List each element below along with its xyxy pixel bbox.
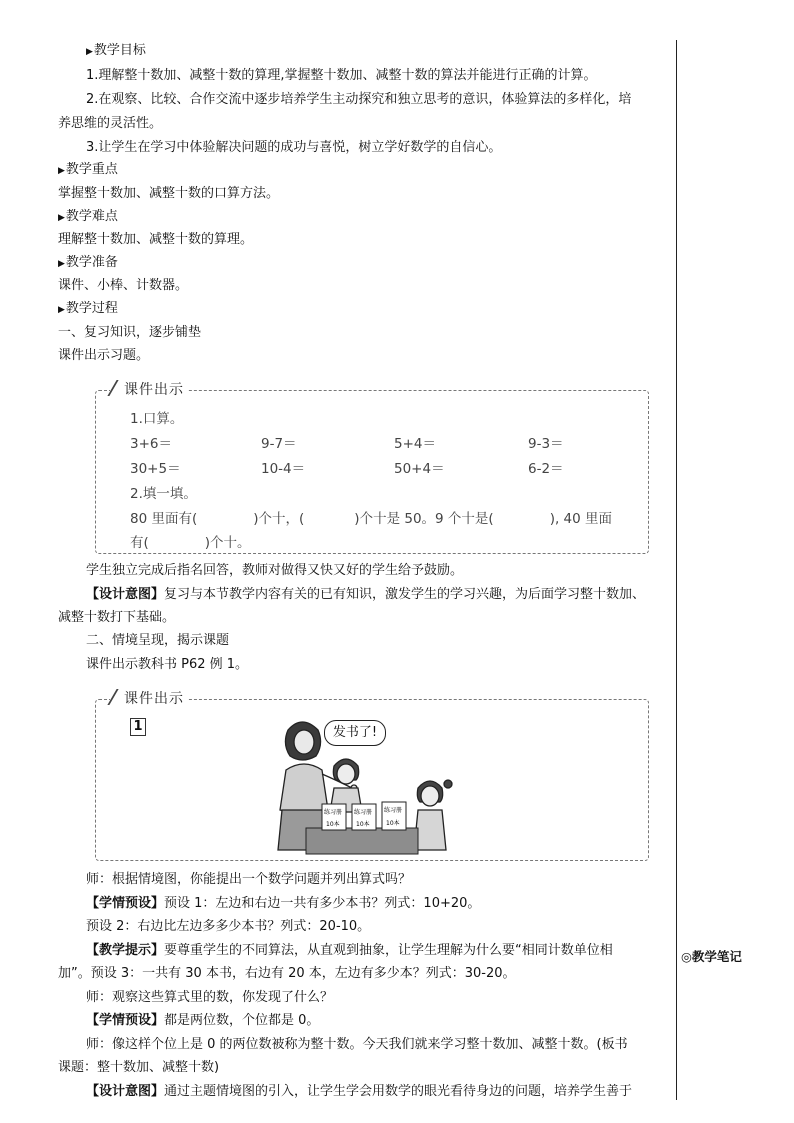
- q1-title: 1.口算。: [130, 411, 184, 427]
- box-tab: 课件出示: [110, 379, 188, 399]
- goal-line: 2.在观察、比较、合作交流中逐步培养学生主动探究和独立思考的意识，体验算法的多样化，培: [86, 92, 632, 107]
- svg-text:10本: 10本: [386, 820, 400, 827]
- courseware-box-1: [95, 382, 649, 554]
- book-stack: [352, 804, 376, 830]
- section-key: ▶教学重点: [58, 162, 118, 177]
- svg-text:10本: 10本: [356, 821, 370, 828]
- design-note-1-cont: 减整十数打下基础。: [58, 610, 176, 625]
- calc-item: 5+4＝: [394, 436, 436, 452]
- calc-item: 9-3＝: [528, 436, 564, 452]
- margin-rule: [676, 40, 677, 1100]
- goal-line: 3.让学生在学习中体验解决问题的成功与喜悦，树立学好数学的自信心。: [86, 140, 502, 155]
- triangle-icon: ▶: [58, 166, 65, 176]
- triangle-icon: ▶: [58, 259, 65, 269]
- svg-text:练习册: 练习册: [324, 809, 343, 816]
- goal-line: 养思维的灵活性。: [58, 116, 163, 131]
- calc-item: 3+6＝: [130, 436, 172, 452]
- section-goals: ▶教学目标: [86, 43, 146, 58]
- svg-text:10本: 10本: [326, 821, 340, 828]
- book-stack: [322, 804, 346, 830]
- triangle-icon: ▶: [58, 305, 65, 315]
- teacher-line: 师：根据情境图，你能提出一个数学问题并列出算式吗？: [86, 872, 412, 887]
- calc-item: 9-7＝: [261, 436, 297, 452]
- preset-line: 【学情预设】都是两位数，个位都是 0。: [86, 1013, 320, 1028]
- teacher-line: 师：像这样个位上是 0 的两位数被称为整十数。今天我们就来学习整十数加、减整十数。(板书: [86, 1037, 628, 1052]
- part1-heading: 一、复习知识，逐步铺垫: [58, 325, 202, 340]
- teaching-notes-label: ◎教学笔记: [681, 946, 742, 966]
- triangle-icon: ▶: [86, 47, 93, 57]
- calc-item: 30+5＝: [130, 461, 181, 477]
- teaching-tip: 【教学提示】要尊重学生的不同算法，从直观到抽象，让学生理解为什么要“相同计数单位相: [86, 943, 613, 958]
- calc-item: 6-2＝: [528, 461, 564, 477]
- prep-text: 课件、小棒、计数器。: [58, 278, 189, 293]
- part2-intro: 课件出示教科书 P62 例 1。: [86, 657, 249, 672]
- preset-line: 【学情预设】预设 1：左边和右边一共有多少本书？列式：10+20。: [86, 896, 481, 911]
- svg-text:练习册: 练习册: [384, 807, 403, 814]
- part2-heading: 二、情境呈现，揭示课题: [86, 633, 230, 648]
- book-stack: [382, 802, 406, 830]
- part1-intro: 课件出示习题。: [58, 348, 150, 363]
- calc-item: 50+4＝: [394, 461, 445, 477]
- teacher-line-cont: 课题：整十数加、减整十数): [58, 1060, 220, 1075]
- girl-figure: [414, 780, 452, 850]
- box-tab: 课件出示: [110, 688, 188, 708]
- key-text: 掌握整十数加、减整十数的口算方法。: [58, 186, 280, 201]
- difficulty-text: 理解整十数加、减整十数的算理。: [58, 232, 254, 247]
- q2-title: 2.填一填。: [130, 486, 197, 502]
- fill-line-2: 有( )个十。: [130, 535, 251, 551]
- design-note-1: 【设计意图】复习与本节教学内容有关的已有知识，激发学生的学习兴趣，为后面学习整十数加、: [86, 587, 646, 602]
- preset-line: 预设 2：右边比左边多多少本书？列式：20-10。: [86, 919, 371, 934]
- section-prep: ▶教学准备: [58, 255, 118, 270]
- triangle-icon: ▶: [58, 213, 65, 223]
- teaching-tip-cont: 加”。预设 3：一共有 30 本书，右边有 20 本，左边有多少本？列式：30-20。: [58, 966, 516, 981]
- example-number: 1: [130, 718, 146, 736]
- after-box1: 学生独立完成后指名回答，教师对做得又快又好的学生给予鼓励。: [86, 563, 464, 578]
- section-process: ▶教学过程: [58, 301, 118, 316]
- fill-line-1: 80 里面有( )个十，( )个十是 50。9 个十是( ), 40 里面: [130, 511, 613, 527]
- courseware-box-2: [95, 691, 649, 861]
- goal-line: 1.理解整十数加、减整十数的算理,掌握整十数加、减整十数的算法并能进行正确的计算。: [86, 68, 597, 83]
- speech-bubble: 发书了!: [324, 720, 386, 746]
- table: [306, 828, 418, 854]
- section-difficulty: ▶教学难点: [58, 209, 118, 224]
- notes-icon: ◎: [681, 949, 692, 964]
- teacher-line: 师：观察这些算式里的数，你发现了什么？: [86, 990, 334, 1005]
- svg-text:练习册: 练习册: [354, 809, 373, 816]
- calc-item: 10-4＝: [261, 461, 306, 477]
- design-note-2: 【设计意图】通过主题情境图的引入，让学生学会用数学的眼光看待身边的问题，培养学生善于: [86, 1084, 633, 1099]
